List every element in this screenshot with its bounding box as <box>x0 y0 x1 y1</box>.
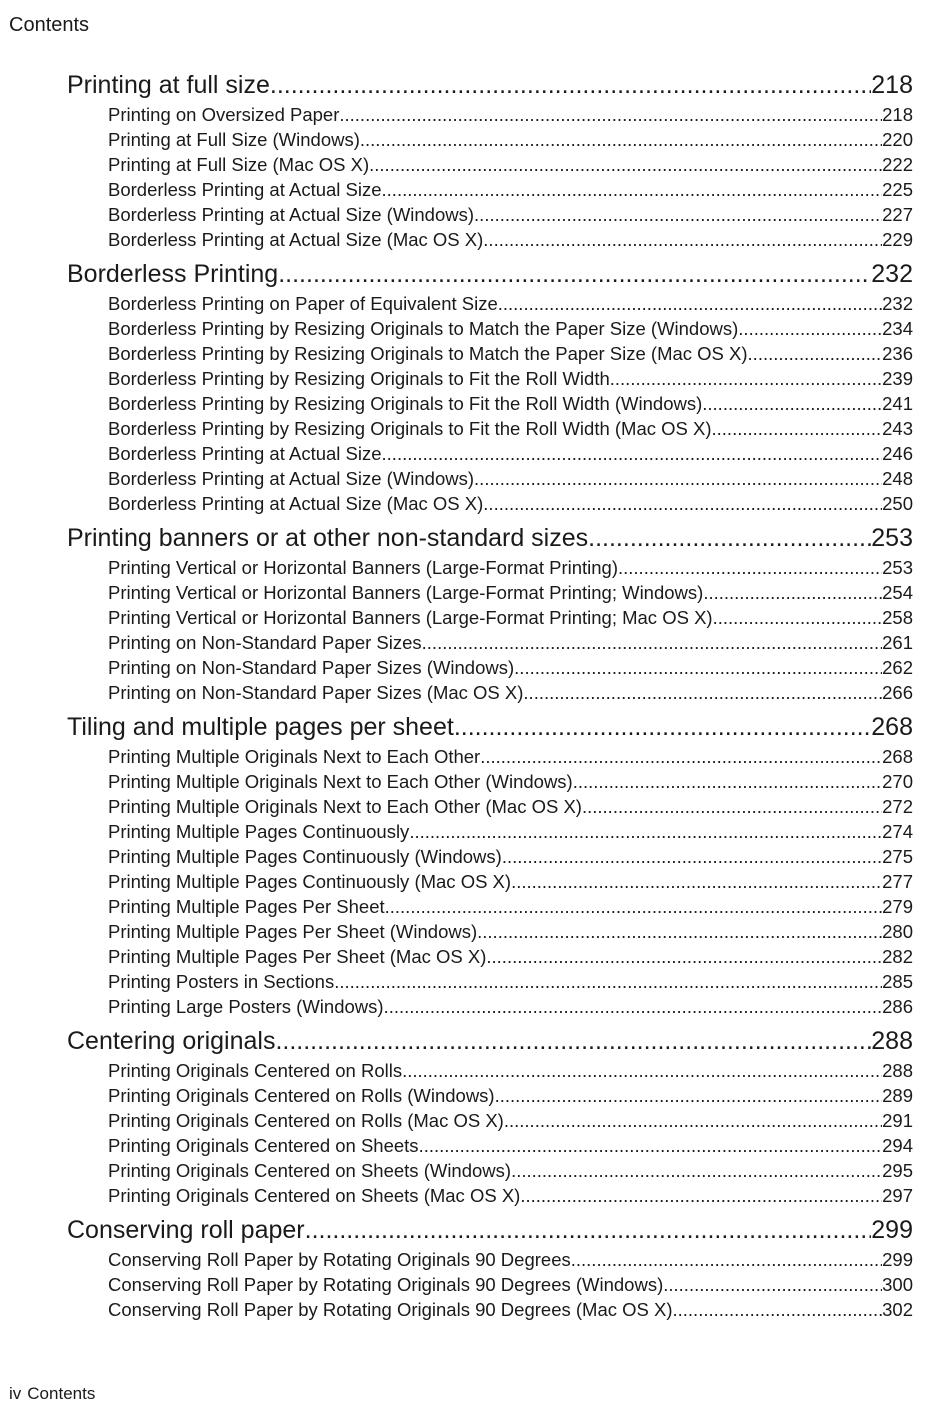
entry-page-number: 282 <box>882 946 913 967</box>
section-page-number: 218 <box>871 71 913 99</box>
entry-title: Borderless Printing at Actual Size (Mac OS X) <box>108 229 484 250</box>
toc-section-heading[interactable] <box>67 68 913 102</box>
entry-title: Conserving Roll Paper by Rotating Originals 90 Degrees (Windows) <box>108 1274 664 1295</box>
toc-entry[interactable] <box>108 819 913 844</box>
toc-entry[interactable] <box>108 1083 913 1108</box>
toc-entry[interactable] <box>108 1297 913 1322</box>
entry-title: Borderless Printing at Actual Size <box>108 443 382 464</box>
entry-page-number: 229 <box>882 229 913 250</box>
toc-entry[interactable] <box>108 630 913 655</box>
toc-entry-list <box>67 102 913 252</box>
section-title: Printing at full size <box>67 71 270 99</box>
section-page-number: 268 <box>871 713 913 741</box>
entry-page-number: 270 <box>882 771 913 792</box>
section-title: Borderless Printing <box>67 260 279 288</box>
entry-title: Printing Originals Centered on Rolls (Mac OS X) <box>108 1110 504 1131</box>
entry-title: Printing Multiple Pages Per Sheet (Windows) <box>108 921 478 942</box>
toc-section-heading[interactable] <box>67 521 913 555</box>
entry-page-number: 285 <box>882 971 913 992</box>
dot-leader <box>402 1058 882 1083</box>
entry-title: Conserving Roll Paper by Rotating Originals 90 Degrees (Mac OS X) <box>108 1299 673 1320</box>
entry-page-number: 225 <box>882 179 913 200</box>
dot-leader <box>573 769 882 794</box>
toc-entry[interactable] <box>108 291 913 316</box>
toc-entry[interactable] <box>108 994 913 1019</box>
dot-leader <box>422 630 882 655</box>
entry-title: Printing on Non-Standard Paper Sizes (Windows) <box>108 657 515 678</box>
entry-page-number: 275 <box>882 846 913 867</box>
dot-leader <box>385 894 883 919</box>
toc-section-heading[interactable] <box>67 710 913 744</box>
dot-leader <box>663 1272 882 1297</box>
toc-entry[interactable] <box>108 1272 913 1297</box>
entry-page-number: 248 <box>882 468 913 489</box>
entry-title: Printing Vertical or Horizontal Banners (Large-Format Printing; Windows) <box>108 582 704 603</box>
dot-leader <box>703 580 882 605</box>
entry-title: Printing Originals Centered on Rolls <box>108 1060 403 1081</box>
dot-leader <box>480 744 882 769</box>
toc-entry[interactable] <box>108 680 913 705</box>
toc-entry[interactable] <box>108 744 913 769</box>
dot-leader <box>477 919 882 944</box>
table-of-contents <box>67 68 913 1327</box>
toc-entry[interactable] <box>108 441 913 466</box>
toc-section <box>67 68 913 252</box>
entry-title: Printing Posters in Sections <box>108 971 335 992</box>
entry-title: Printing Multiple Originals Next to Each Other (Mac OS X) <box>108 796 582 817</box>
entry-title: Printing Multiple Pages Per Sheet <box>108 896 385 917</box>
entry-page-number: 299 <box>882 1249 913 1270</box>
section-page-number: 288 <box>871 1027 913 1055</box>
toc-entry[interactable] <box>108 1108 913 1133</box>
entry-page-number: 232 <box>882 293 913 314</box>
dot-leader <box>571 1247 882 1272</box>
entry-title: Printing Multiple Pages Per Sheet (Mac OS X) <box>108 946 487 967</box>
dot-leader <box>369 152 882 177</box>
toc-entry[interactable] <box>108 1058 913 1083</box>
footer-label: Contents <box>27 1384 96 1403</box>
toc-section <box>67 1213 913 1322</box>
dot-leader <box>278 257 871 291</box>
toc-entry[interactable] <box>108 366 913 391</box>
entry-page-number: 254 <box>882 582 913 603</box>
toc-entry[interactable] <box>108 1247 913 1272</box>
toc-entry[interactable] <box>108 580 913 605</box>
entry-page-number: 236 <box>882 343 913 364</box>
entry-page-number: 279 <box>882 896 913 917</box>
toc-section <box>67 257 913 516</box>
toc-entry[interactable] <box>108 1183 913 1208</box>
dot-leader <box>334 969 882 994</box>
dot-leader <box>419 1133 883 1158</box>
dot-leader <box>702 391 882 416</box>
section-page-number: 232 <box>871 260 913 288</box>
entry-title: Borderless Printing by Resizing Originals to Fit the Roll Width (Windows) <box>108 393 703 414</box>
entry-page-number: 297 <box>882 1185 913 1206</box>
entry-page-number: 274 <box>882 821 913 842</box>
section-title: Conserving roll paper <box>67 1216 305 1244</box>
entry-page-number: 239 <box>882 368 913 389</box>
dot-leader <box>504 1108 882 1133</box>
entry-page-number: 302 <box>882 1299 913 1320</box>
toc-entry-list <box>67 555 913 705</box>
entry-title: Borderless Printing by Resizing Originals to Fit the Roll Width (Mac OS X) <box>108 418 712 439</box>
toc-entry[interactable] <box>108 491 913 516</box>
toc-section-heading[interactable] <box>67 1213 913 1247</box>
entry-title: Printing on Non-Standard Paper Sizes (Mac OS X) <box>108 682 524 703</box>
toc-entry[interactable] <box>108 969 913 994</box>
toc-entry[interactable] <box>108 869 913 894</box>
toc-entry[interactable] <box>108 202 913 227</box>
dot-leader <box>483 227 882 252</box>
toc-section-heading[interactable] <box>67 257 913 291</box>
entry-title: Printing Originals Centered on Sheets (Mac OS X) <box>108 1185 521 1206</box>
dot-leader <box>339 102 882 127</box>
dot-leader <box>514 655 882 680</box>
entry-page-number: 227 <box>882 204 913 225</box>
entry-title: Printing Originals Centered on Rolls (Windows) <box>108 1085 495 1106</box>
dot-leader <box>511 869 882 894</box>
entry-page-number: 294 <box>882 1135 913 1156</box>
toc-section <box>67 710 913 1019</box>
entry-page-number: 234 <box>882 318 913 339</box>
entry-page-number: 295 <box>882 1160 913 1181</box>
dot-leader <box>474 466 882 491</box>
dot-leader <box>712 416 883 441</box>
toc-entry[interactable] <box>108 844 913 869</box>
dot-leader <box>618 555 882 580</box>
toc-entry-list <box>67 744 913 1019</box>
dot-leader <box>738 316 882 341</box>
entry-title: Printing Originals Centered on Sheets (Windows) <box>108 1160 512 1181</box>
entry-page-number: 268 <box>882 746 913 767</box>
entry-title: Printing Multiple Pages Continuously <box>108 821 410 842</box>
section-page-number: 253 <box>871 524 913 552</box>
entry-page-number: 246 <box>882 443 913 464</box>
toc-entry[interactable] <box>108 177 913 202</box>
dot-leader <box>486 944 882 969</box>
toc-entry[interactable] <box>108 555 913 580</box>
toc-entry[interactable] <box>108 466 913 491</box>
entry-title: Borderless Printing at Actual Size (Windows) <box>108 204 475 225</box>
entry-title: Printing Large Posters (Windows) <box>108 996 384 1017</box>
entry-title: Printing on Non-Standard Paper Sizes <box>108 632 422 653</box>
entry-title: Borderless Printing by Resizing Originals to Match the Paper Size (Mac OS X) <box>108 343 748 364</box>
entry-title: Borderless Printing on Paper of Equivalent Size <box>108 293 498 314</box>
dot-leader <box>713 605 883 630</box>
dot-leader <box>454 710 871 744</box>
toc-entry[interactable] <box>108 894 913 919</box>
entry-page-number: 261 <box>882 632 913 653</box>
toc-entry[interactable] <box>108 316 913 341</box>
entry-page-number: 291 <box>882 1110 913 1131</box>
entry-title: Printing Vertical or Horizontal Banners (Large-Format Printing; Mac OS X) <box>108 607 713 628</box>
entry-page-number: 280 <box>882 921 913 942</box>
entry-page-number: 300 <box>882 1274 913 1295</box>
toc-entry[interactable] <box>108 152 913 177</box>
entry-title: Printing at Full Size (Windows) <box>108 129 360 150</box>
toc-entry[interactable] <box>108 1133 913 1158</box>
dot-leader <box>474 202 882 227</box>
entry-title: Conserving Roll Paper by Rotating Originals 90 Degrees <box>108 1249 571 1270</box>
dot-leader <box>275 1024 871 1058</box>
entry-title: Printing Multiple Pages Continuously (Mac OS X) <box>108 871 512 892</box>
toc-entry[interactable] <box>108 1158 913 1183</box>
dot-leader <box>270 68 871 102</box>
dot-leader <box>673 1297 883 1322</box>
dot-leader <box>305 1213 872 1247</box>
page-footer <box>9 1383 95 1405</box>
dot-leader <box>523 680 882 705</box>
entry-page-number: 272 <box>882 796 913 817</box>
entry-title: Printing Multiple Originals Next to Each Other <box>108 746 481 767</box>
toc-section-heading[interactable] <box>67 1024 913 1058</box>
entry-page-number: 288 <box>882 1060 913 1081</box>
dot-leader <box>748 341 883 366</box>
toc-entry[interactable] <box>108 655 913 680</box>
dot-leader <box>483 491 882 516</box>
toc-entry[interactable] <box>108 919 913 944</box>
section-title: Centering originals <box>67 1027 276 1055</box>
entry-title: Printing Originals Centered on Sheets <box>108 1135 419 1156</box>
dot-leader <box>610 366 882 391</box>
entry-page-number: 277 <box>882 871 913 892</box>
dot-leader <box>360 127 882 152</box>
toc-section <box>67 521 913 705</box>
entry-page-number: 218 <box>882 104 913 125</box>
dot-leader <box>582 794 882 819</box>
entry-page-number: 241 <box>882 393 913 414</box>
toc-entry-list <box>67 1247 913 1322</box>
entry-page-number: 289 <box>882 1085 913 1106</box>
entry-title: Printing at Full Size (Mac OS X) <box>108 154 370 175</box>
dot-leader <box>498 291 882 316</box>
toc-entry[interactable] <box>108 769 913 794</box>
entry-page-number: 286 <box>882 996 913 1017</box>
dot-leader <box>384 994 883 1019</box>
entry-page-number: 250 <box>882 493 913 514</box>
toc-entry[interactable] <box>108 227 913 252</box>
dot-leader <box>382 177 883 202</box>
toc-entry[interactable] <box>108 794 913 819</box>
toc-entry[interactable] <box>108 605 913 630</box>
entry-title: Borderless Printing at Actual Size (Mac OS X) <box>108 493 484 514</box>
section-page-number: 299 <box>871 1216 913 1244</box>
dot-leader <box>588 521 871 555</box>
toc-section <box>67 1024 913 1208</box>
entry-page-number: 262 <box>882 657 913 678</box>
entry-page-number: 258 <box>882 607 913 628</box>
toc-entry[interactable] <box>108 127 913 152</box>
entry-title: Printing Multiple Pages Continuously (Windows) <box>108 846 502 867</box>
toc-entry[interactable] <box>108 102 913 127</box>
toc-entry[interactable] <box>108 341 913 366</box>
entry-title: Borderless Printing at Actual Size (Windows) <box>108 468 475 489</box>
dot-leader <box>409 819 882 844</box>
dot-leader <box>502 844 882 869</box>
entry-title: Borderless Printing by Resizing Originals to Match the Paper Size (Windows) <box>108 318 739 339</box>
toc-entry-list <box>67 291 913 516</box>
entry-page-number: 266 <box>882 682 913 703</box>
footer-page-number: iv <box>9 1384 22 1403</box>
entry-page-number: 220 <box>882 129 913 150</box>
entry-page-number: 222 <box>882 154 913 175</box>
entry-title: Printing Multiple Originals Next to Each Other (Windows) <box>108 771 573 792</box>
section-title: Tiling and multiple pages per sheet <box>67 713 454 741</box>
entry-title: Printing on Oversized Paper <box>108 104 340 125</box>
dot-leader <box>511 1158 882 1183</box>
entry-title: Printing Vertical or Horizontal Banners (Large-Format Printing) <box>108 557 618 578</box>
section-title: Printing banners or at other non-standard sizes <box>67 524 589 552</box>
entry-title: Borderless Printing by Resizing Originals to Fit the Roll Width <box>108 368 610 389</box>
toc-entry-list <box>67 1058 913 1208</box>
entry-page-number: 243 <box>882 418 913 439</box>
toc-entry[interactable] <box>108 391 913 416</box>
toc-entry[interactable] <box>108 944 913 969</box>
entry-title: Borderless Printing at Actual Size <box>108 179 382 200</box>
entry-page-number: 253 <box>882 557 913 578</box>
dot-leader <box>495 1083 883 1108</box>
toc-entry[interactable] <box>108 416 913 441</box>
dot-leader <box>520 1183 882 1208</box>
dot-leader <box>382 441 883 466</box>
running-head: Contents <box>9 14 90 36</box>
